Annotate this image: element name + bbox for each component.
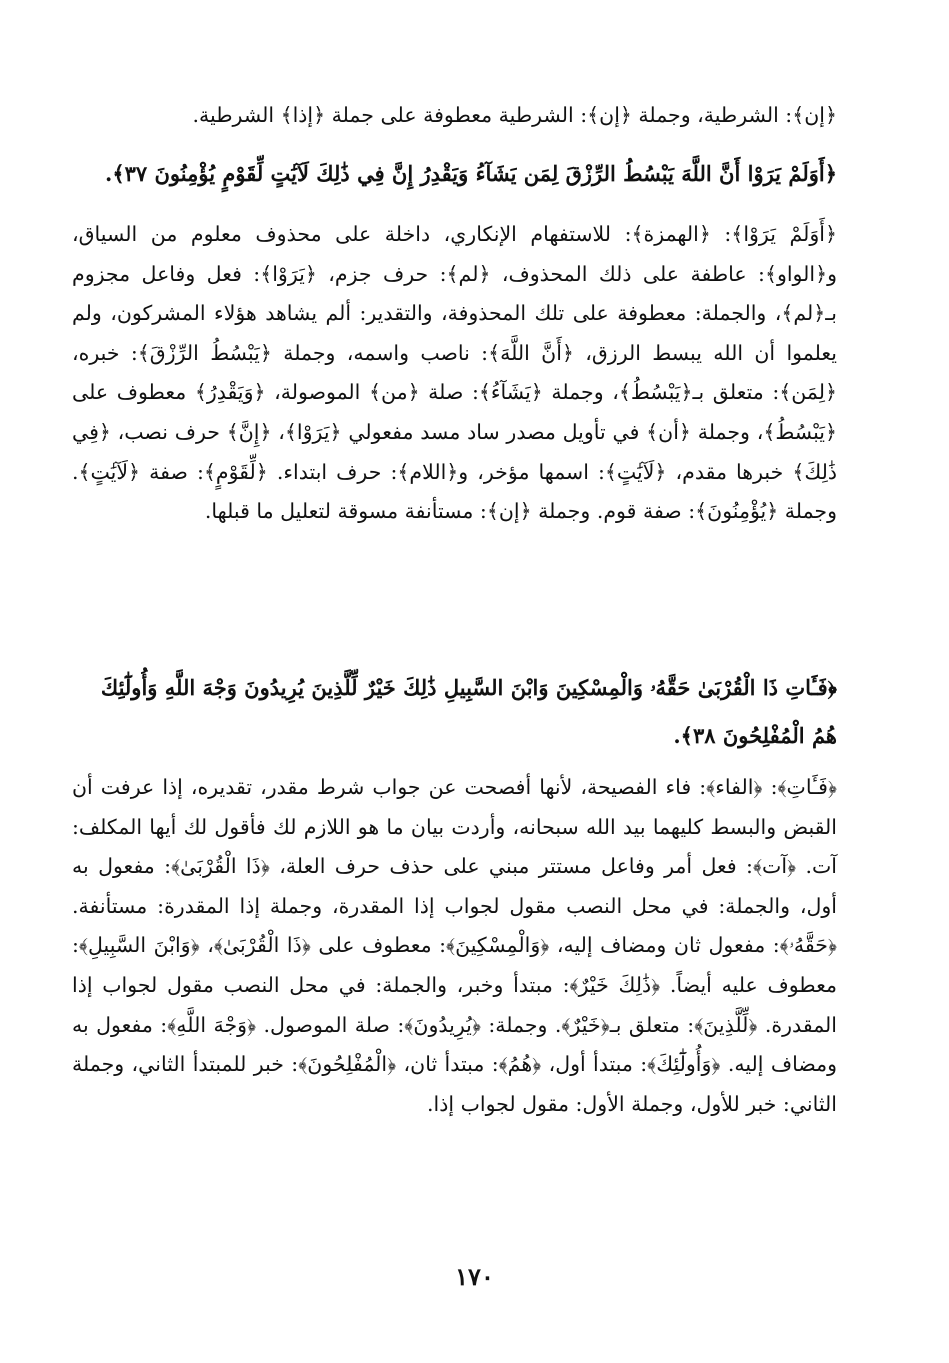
paragraph-analysis-37: ﴿أَوَلَمْ يَرَوْا﴾: ﴿الهمزة﴾: للاستفهام الإنكاري، داخلة على محذوف معلوم من السياق، و﴿الواو﴾: عاطفة على ذلك المحذوف، ﴿لم﴾: حرف جزم، ﴿يَرَوْا﴾: فعل وفاعل مجزوم بـ﴿لم﴾، والجملة: معطوفة على تلك المحذوفة، والتقدير: ألم يشاهد هؤلاء المشركون، ولم يعلموا أن الله يبسط الرزق، ﴿أَنَّ اللَّهَ﴾: ناصب واسمه، وجملة ﴿يَبْسُطُ الرِّزْقَ﴾: خبره، ﴿لِمَن﴾: متعلق بـ﴿يَبْسُطُ﴾، وجملة ﴿يَشَآءُ﴾: صلة ﴿من﴾ الموصولة، ﴿وَيَقْدِرُ﴾ معطوف على ﴿يَبْسُطُ﴾، وجملة ﴿أن﴾ في تأويل مصدر ساد مسد مفعولي ﴿يَرَوْا﴾، ﴿إِنَّ﴾ حرف نصب، ﴿فِي ذَٰلِكَ﴾ خبرها مقدم، ﴿لَآيَٰتٍ﴾: اسمها مؤخر، و﴿اللام﴾: حرف ابتداء. ﴿لِّقَوْمٍ﴾: صفة ﴿لَآيَٰتٍ﴾. وجملة ﴿يُؤْمِنُونَ﴾: صفة قوم. وجملة ﴿إن﴾: مستأنفة مسوقة لتعليل ما قبلها. [72, 222, 837, 524]
verse-37: ﴿أَوَلَمْ يَرَوْا أَنَّ اللَّهَ يَبْسُطُ الرِّزْقَ لِمَن يَشَآءُ وَيَقْدِرُ إِنَّ فِي ذَٰلِكَ لَآيَٰتٍ لِّقَوْمٍ يُؤْمِنُونَ ٣٧﴾. [105, 161, 837, 186]
paragraph-analysis-38: ﴿فَـَٔاتِ﴾: ﴿الفاء﴾: فاء الفصيحة، لأنها أفصحت عن جواب شرط مقدر، تقديره، إذا عرفت أن القبض والبسط كليهما بيد الله سبحانه، وأردت بيان ما هو اللازم لك فأقول لك أيها المكلف: آت. ﴿آت﴾: فعل أمر وفاعل مستتر مبني على حذف حرف العلة، ﴿ذَا الْقُرْبَىٰ﴾: مفعول به أول، والجملة: في محل النصب مقول لجواب إذا المقدرة، وجملة إذا المقدرة: مستأنفة. ﴿حَقَّهُۥ﴾: مفعول ثان ومضاف إليه، ﴿وَالْمِسْكِينَ﴾: معطوف على ﴿ذَا الْقُرْبَىٰ﴾، ﴿وَابْنَ السَّبِيلِ﴾: معطوف عليه أيضاً. ﴿ذَٰلِكَ خَيْرٌ﴾: مبتدأ وخبر، والجملة: في محل النصب مقول لجواب إذا المقدرة. ﴿لِّلَّذِينَ﴾: متعلق بـ﴿خَيْرٌ﴾. وجملة: ﴿يُرِيدُونَ﴾: صلة الموصول. ﴿وَجْهَ اللَّهِ﴾: مفعول به ومضاف إليه. ﴿وَأُولَٰٓئِكَ﴾: مبتدأ أول، ﴿هُمُ﴾: مبتدأ ثان، ﴿الْمُفْلِحُونَ﴾: خبر للمبتدأ الثاني، وجملة الثاني: خبر للأول، وجملة الأول: مقول لجواب إذا. [72, 775, 837, 1116]
paragraph-intro: ﴿إن﴾: الشرطية، وجملة ﴿إن﴾: الشرطية معطوفة على جملة ﴿إذا﴾ الشرطية. [192, 103, 837, 127]
verse-38: ﴿فَـَٔاتِ ذَا الْقُرْبَىٰ حَقَّهُۥ وَالْمِسْكِينَ وَابْنَ السَّبِيلِ ذَٰلِكَ خَيْرٌ لِّلَّذِينَ يُرِيدُونَ وَجْهَ اللَّهِ وَأُولَٰٓئِكَ هُمُ الْمُفْلِحُونَ ٣٨﴾. [100, 675, 837, 748]
page-number: ١٧٠ [455, 1262, 494, 1291]
